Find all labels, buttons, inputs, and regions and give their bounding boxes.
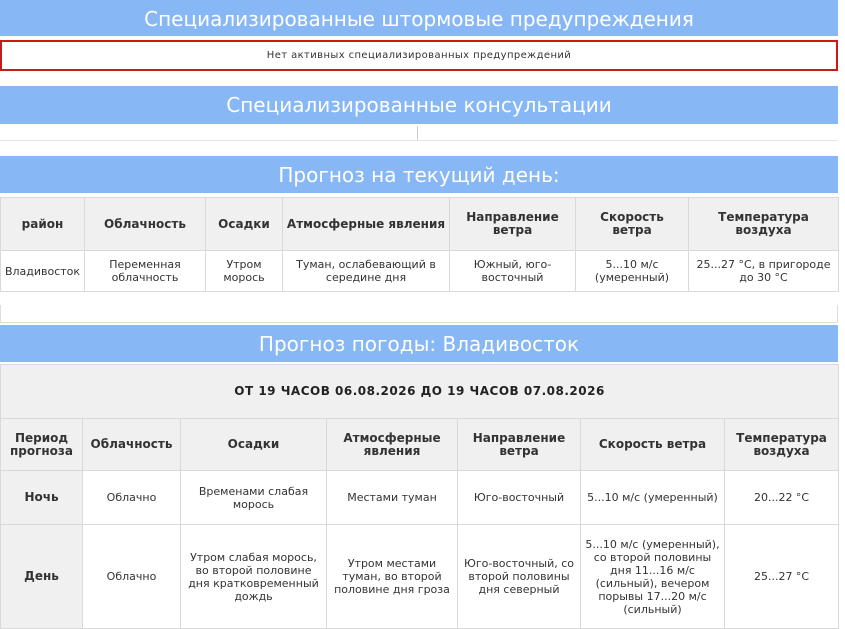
table-cell: 5...10 м/с (умеренный) [576,251,689,292]
column-header: Атмосферные явления [327,419,458,471]
column-header: Температура воздуха [689,198,839,251]
table-cell: Местами туман [327,471,458,525]
table-cell: Юго-восточный, со второй половины дня северный [458,525,581,629]
column-header: Период прогноза [1,419,83,471]
table-cell: Туман, ослабевающий в середине дня [283,251,450,292]
consultations-header: Специализированные консультации [0,86,838,124]
table-cell: Юго-восточный [458,471,581,525]
divider [0,140,838,141]
table-cell: Облачно [83,525,181,629]
table-cell: 20...22 °C [725,471,839,525]
table-cell: Владивосток [1,251,85,292]
column-header: Облачность [85,198,206,251]
column-header: Направление ветра [450,198,576,251]
column-header: Осадки [206,198,283,251]
table-cell: 5...10 м/с (умеренный) [581,471,725,525]
column-header: Скорость ветра [581,419,725,471]
table-cell: 5...10 м/с (умеренный), со второй половины дня 11...16 м/с (сильный), вечером порывы 17...20 м/с (сильный) [581,525,725,629]
table-row [1,251,839,292]
storm-warnings-header: Специализированные штормовые предупреждения [0,0,838,36]
table-cell: 25...27 °C, в пригороде до 30 °C [689,251,839,292]
table-cell: Утром слабая морось, во второй половине дня кратковременный дождь [181,525,327,629]
today-forecast-table [0,197,839,292]
panel-border [0,305,838,323]
column-header: Температура воздуха [725,419,839,471]
table-cell: 25...27 °C [725,525,839,629]
table-row [1,471,839,525]
column-header: Осадки [181,419,327,471]
table-cell: Переменная облачность [85,251,206,292]
city-forecast-table [0,364,839,629]
table-row [1,525,839,629]
divider [417,126,418,140]
today-forecast-header: Прогноз на текущий день: [0,156,838,193]
table-cell: Утром морось [206,251,283,292]
period-name: День [1,525,83,629]
table-cell: Облачно [83,471,181,525]
period-name: Ночь [1,471,83,525]
table-header-row [1,198,839,251]
period-row [1,365,839,419]
table-header-row [1,419,839,471]
storm-warning-message: Нет активных специализированных предупреждений [0,40,838,71]
column-header: район [1,198,85,251]
column-header: Скорость ветра [576,198,689,251]
column-header: Атмосферные явления [283,198,450,251]
city-forecast-header: Прогноз погоды: Владивосток [0,325,838,362]
forecast-period: ОТ 19 ЧАСОВ 06.08.2026 ДО 19 ЧАСОВ 07.08.2026 [1,365,839,419]
table-cell: Временами слабая морось [181,471,327,525]
column-header: Направление ветра [458,419,581,471]
table-cell: Южный, юго-восточный [450,251,576,292]
column-header: Облачность [83,419,181,471]
table-cell: Утром местами туман, во второй половине дня гроза [327,525,458,629]
